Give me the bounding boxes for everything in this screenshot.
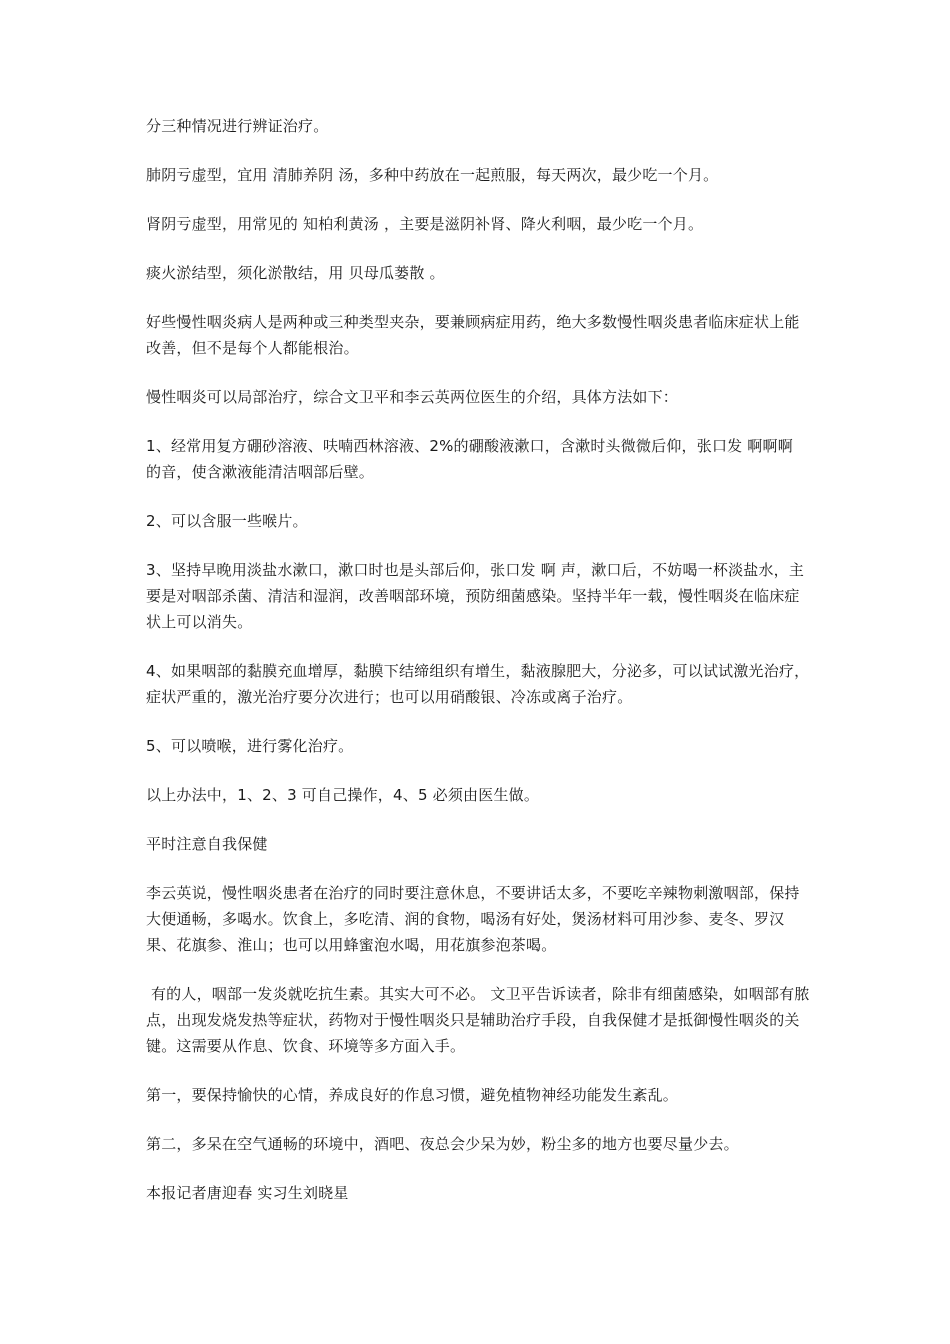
paragraph-treatment-intro: 分三种情况进行辨证治疗。 (146, 117, 329, 135)
paragraph-antibiotics: 有的人，咽部一发炎就吃抗生素。其实大可不必。 文卫平告诉读者，除非有细菌感染，如咽部有脓点，出现发烧发热等症状，药物对于慢性咽炎只是辅助治疗手段，自我保健才是抵御慢性咽炎的关键。这需要从作息、饮食、环境等多方面入手。 (146, 985, 810, 1055)
list-item-method-1: 1、经常用复方硼砂溶液、呋喃西林溶液、2%的硼酸液漱口，含漱时头微微后仰，张口发 啊啊啊 的音，使含漱液能清洁咽部后壁。 (146, 437, 798, 481)
paragraph-phlegm-fire: 痰火淤结型，须化淤散结，用 贝母瓜蒌散 。 (146, 264, 445, 282)
list-item-method-2: 2、可以含服一些喉片。 (146, 512, 308, 530)
paragraph-lung-yin: 肺阴亏虚型，宜用 清肺养阴 汤，多种中药放在一起煎服，每天两次，最少吃一个月。 (146, 166, 719, 184)
section-heading-self-care: 平时注意自我保健 (146, 835, 268, 853)
paragraph-methods-summary: 以上办法中，1、2、3 可自己操作，4、5 必须由医生做。 (146, 786, 540, 804)
byline: 本报记者唐迎春 实习生刘晓星 (146, 1184, 349, 1202)
paragraph-first-point: 第一，要保持愉快的心情，养成良好的作息习惯，避免植物神经功能发生紊乱。 (146, 1086, 679, 1104)
list-item-method-5: 5、可以喷喉，进行雾化治疗。 (146, 737, 354, 755)
paragraph-second-point: 第二，多呆在空气通畅的环境中，酒吧、夜总会少呆为妙，粉尘多的地方也要尽量少去。 (146, 1135, 739, 1153)
paragraph-li-yunying-advice: 李云英说，慢性咽炎患者在治疗的同时要注意休息，不要讲话太多，不要吃辛辣物刺激咽部，保持大便通畅，多喝水。饮食上，多吃清、润的食物，喝汤有好处，煲汤材料可用沙参、麦冬、罗汉果、花旗参、淮山；也可以用蜂蜜泡水喝，用花旗参泡茶喝。 (146, 884, 800, 954)
paragraph-kidney-yin: 肾阴亏虚型，用常见的 知柏利黄汤 ，主要是滋阴补肾、降火利咽，最少吃一个月。 (146, 215, 704, 233)
paragraph-local-treatment: 慢性咽炎可以局部治疗，综合文卫平和李云英两位医生的介绍，具体方法如下： (146, 388, 679, 406)
article-body (146, 113, 812, 1229)
list-item-method-4: 4、如果咽部的黏膜充血增厚，黏膜下结缔组织有增生，黏液腺肥大，分泌多，可以试试激光治疗，症状严重的，激光治疗要分次进行；也可以用硝酸银、冷冻或离子治疗。 (146, 662, 810, 706)
paragraph-mixed-types: 好些慢性咽炎病人是两种或三种类型夹杂，要兼顾病症用药，绝大多数慢性咽炎患者临床症状上能改善，但不是每个人都能根治。 (146, 313, 800, 357)
list-item-method-3: 3、坚持早晚用淡盐水漱口，漱口时也是头部后仰，张口发 啊 声，漱口后，不妨喝一杯淡盐水，主要是对咽部杀菌、清洁和湿润，改善咽部环境，预防细菌感染。坚持半年一载，慢性咽炎在临床症状上可以消失。 (146, 561, 805, 631)
